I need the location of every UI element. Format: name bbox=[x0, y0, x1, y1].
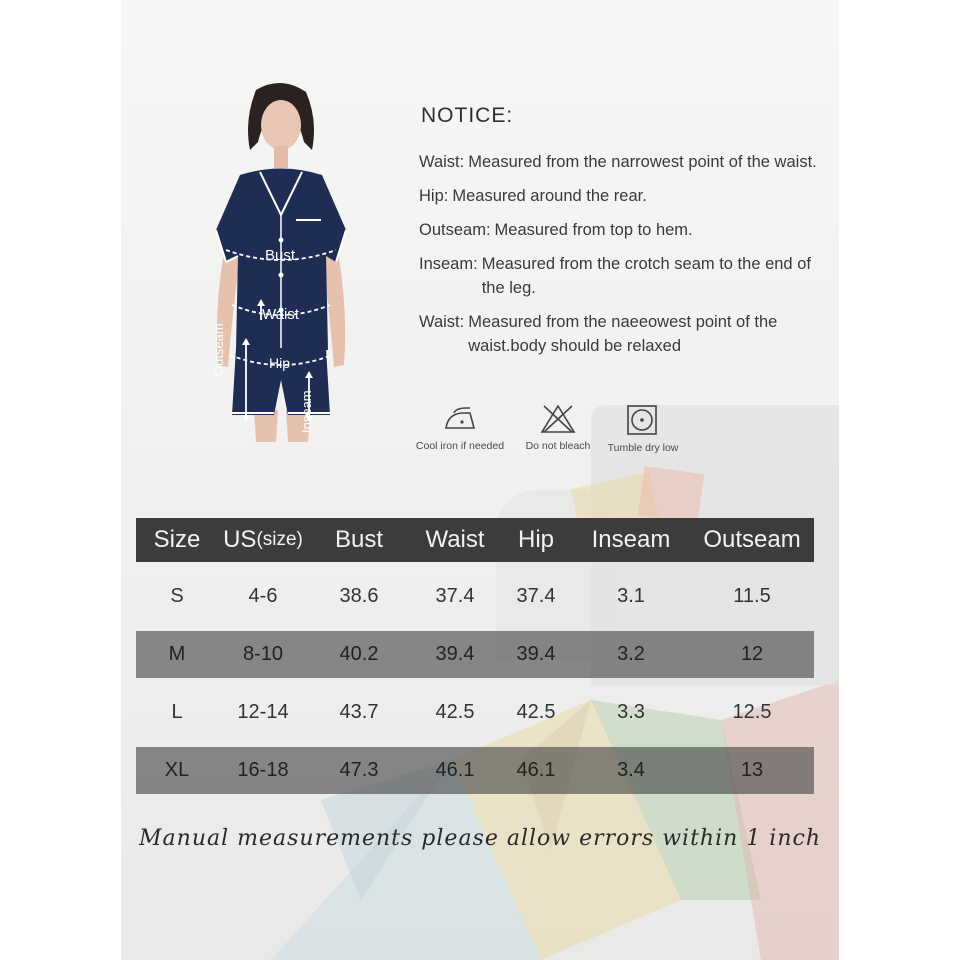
model-photo bbox=[196, 80, 366, 450]
care-label: Cool iron if needed bbox=[415, 440, 505, 452]
cell-size: S bbox=[170, 585, 184, 607]
notice-item bbox=[419, 310, 829, 358]
cell-bust: 40.2 bbox=[339, 643, 379, 665]
model-label-bust: Bust bbox=[265, 247, 296, 264]
care-item-iron bbox=[412, 404, 508, 453]
notice-item bbox=[419, 150, 829, 174]
cell-inseam: 3.4 bbox=[617, 759, 645, 781]
notice-item bbox=[419, 252, 829, 300]
cell-bust: 47.3 bbox=[339, 759, 379, 781]
table-row bbox=[136, 747, 814, 794]
notice-text: Measured around the rear. bbox=[452, 187, 647, 205]
header-hip: Hip bbox=[517, 526, 554, 553]
header-bust: Bust bbox=[334, 526, 384, 553]
header-size: Size bbox=[153, 526, 201, 553]
cell-hip: 46.1 bbox=[516, 759, 556, 781]
cell-size: L bbox=[171, 701, 183, 723]
size-table bbox=[136, 518, 814, 794]
notice-title: NOTICE: bbox=[421, 104, 514, 127]
notice-term: Waist: bbox=[419, 153, 465, 171]
header-us-size: US (size) bbox=[223, 526, 303, 553]
cell-size: M bbox=[168, 643, 186, 665]
notice-text: Measured from the narrowest point of the waist. bbox=[468, 153, 817, 171]
cell-hip: 37.4 bbox=[516, 585, 556, 607]
cell-us: 4-6 bbox=[248, 585, 278, 607]
notice-term: Inseam: bbox=[419, 255, 478, 273]
model-label-waist: Waist bbox=[262, 306, 299, 323]
cell-outseam: 11.5 bbox=[733, 585, 771, 607]
notice-item bbox=[419, 184, 829, 208]
table-header-row bbox=[136, 518, 814, 562]
size-chart-panel bbox=[121, 0, 839, 960]
cell-bust: 38.6 bbox=[339, 585, 379, 607]
table-row bbox=[136, 689, 814, 736]
model-label-inseam: Inseam bbox=[299, 390, 314, 433]
header-waist: Waist bbox=[425, 526, 485, 553]
model-label-hip: Hip bbox=[269, 355, 291, 371]
notice-text: Measured from the naeeowest point of the waist.body should be relaxed bbox=[468, 313, 778, 355]
model-label-outseam: Outseam bbox=[211, 323, 226, 376]
header-inseam: Inseam bbox=[591, 526, 671, 553]
background-pillow bbox=[638, 466, 704, 524]
notice-item bbox=[419, 218, 829, 242]
care-label: Tumble dry low bbox=[607, 442, 679, 454]
cell-waist: 39.4 bbox=[435, 643, 475, 665]
table-row bbox=[136, 631, 814, 678]
notice-term: Waist: bbox=[419, 313, 465, 331]
cell-inseam: 3.3 bbox=[617, 701, 645, 723]
cell-waist: 37.4 bbox=[435, 585, 475, 607]
cell-waist: 46.1 bbox=[435, 759, 475, 781]
cell-us: 8-10 bbox=[242, 643, 284, 665]
cell-us: 12-14 bbox=[237, 701, 289, 723]
cell-us: 16-18 bbox=[237, 759, 289, 781]
notice-section bbox=[419, 104, 829, 368]
notice-term: Outseam: bbox=[419, 221, 491, 239]
tumble-dry-icon bbox=[623, 404, 663, 436]
cell-waist: 42.5 bbox=[435, 701, 475, 723]
notice-text: Measured from the crotch seam to the end of the leg. bbox=[481, 255, 811, 297]
iron-icon bbox=[440, 404, 480, 434]
cell-size: XL bbox=[164, 759, 190, 781]
cell-inseam: 3.1 bbox=[617, 585, 645, 607]
care-item-no-bleach bbox=[510, 404, 606, 453]
cell-inseam: 3.2 bbox=[617, 643, 645, 665]
cell-outseam: 13 bbox=[740, 759, 764, 781]
notice-term: Hip: bbox=[419, 187, 449, 205]
cell-hip: 39.4 bbox=[516, 643, 556, 665]
measurement-disclaimer: Manual measurements please allow errors within 1 inch bbox=[139, 826, 821, 851]
header-outseam: Outseam bbox=[703, 526, 801, 553]
notice-text: Measured from top to hem. bbox=[494, 221, 693, 239]
cell-outseam: 12.5 bbox=[732, 701, 772, 723]
care-label: Do not bleach bbox=[525, 440, 591, 452]
no-bleach-icon bbox=[538, 404, 578, 434]
cell-bust: 43.7 bbox=[339, 701, 379, 723]
care-item-tumble-dry bbox=[595, 404, 691, 455]
cell-outseam: 12 bbox=[740, 643, 764, 665]
cell-hip: 42.5 bbox=[516, 701, 556, 723]
table-row bbox=[136, 573, 814, 620]
